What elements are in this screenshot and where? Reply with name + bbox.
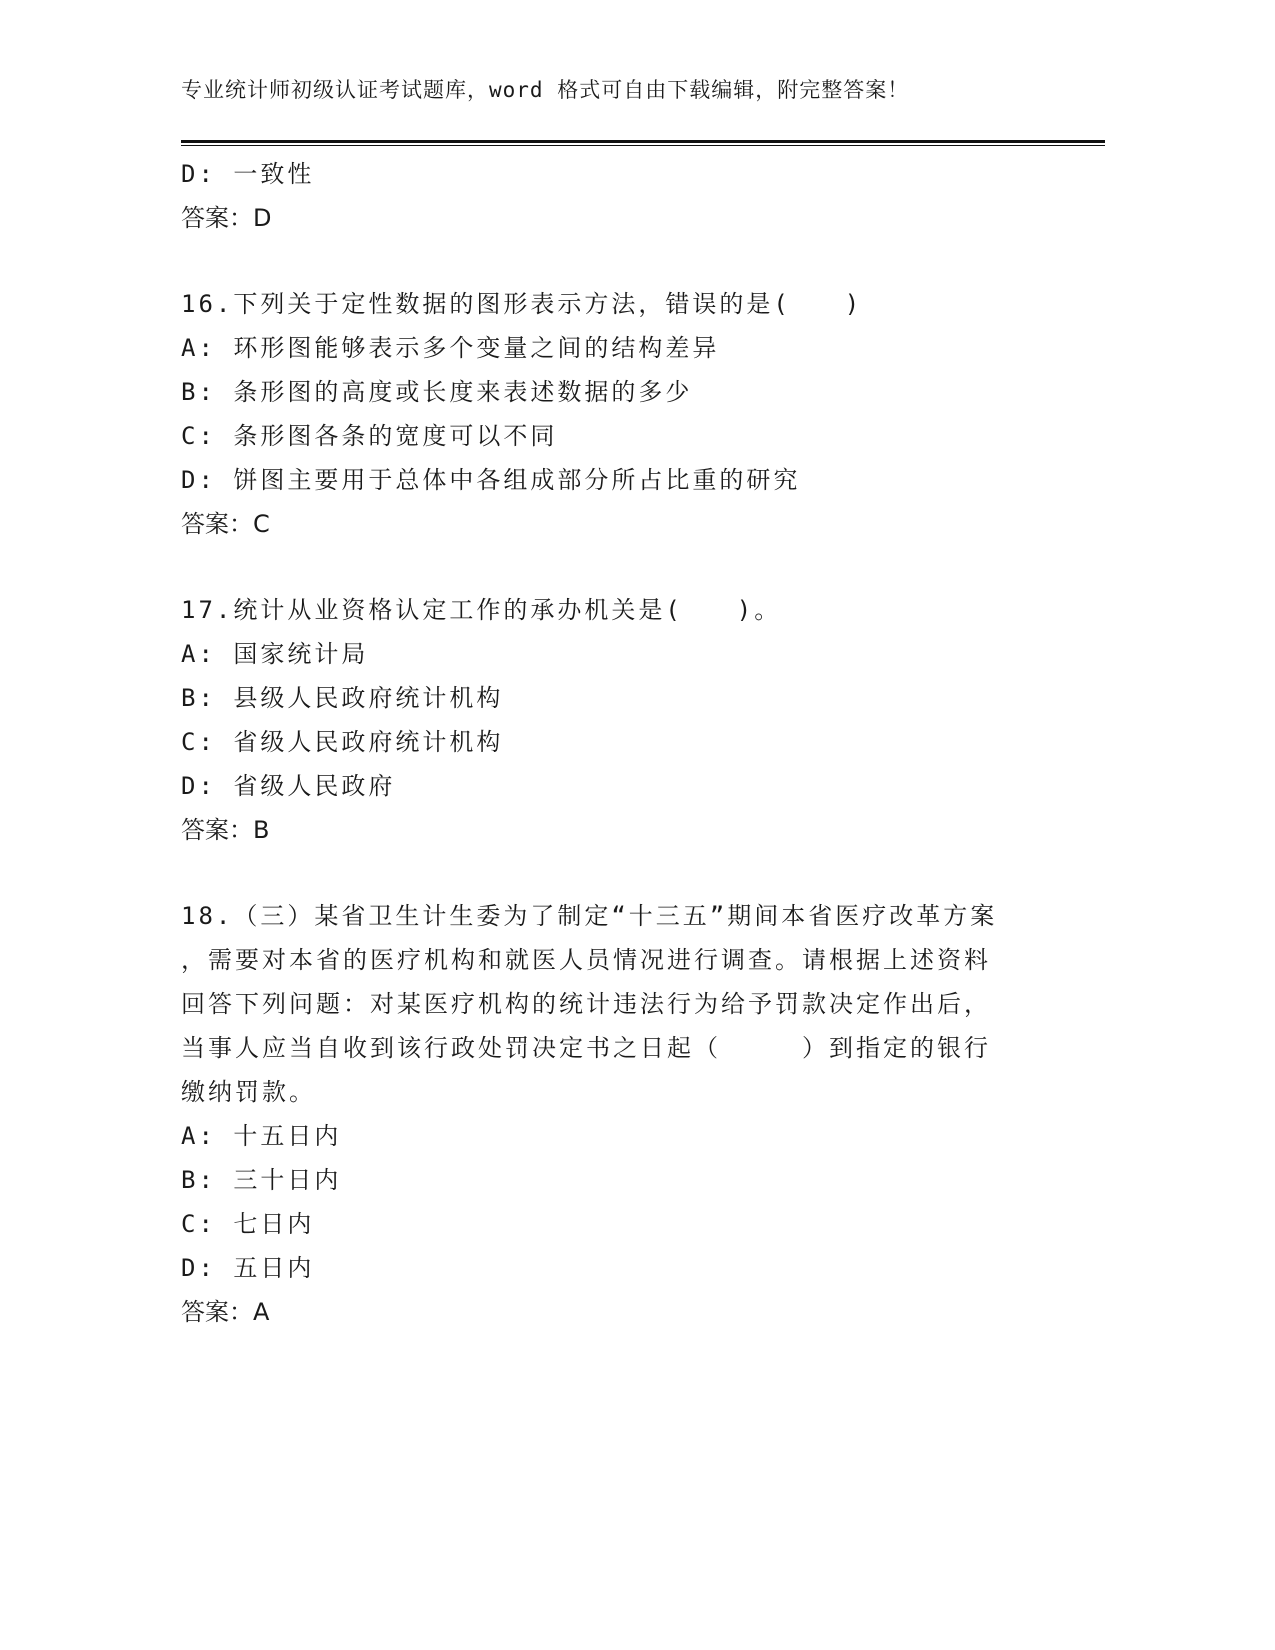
option-d: D: 省级人民政府 xyxy=(181,772,396,800)
question-16 xyxy=(181,282,1041,546)
answer-line: 答案：B xyxy=(181,816,270,844)
option-a: A: 十五日内 xyxy=(181,1122,342,1150)
question-stem: 16.下列关于定性数据的图形表示方法，错误的是( ) xyxy=(181,290,863,318)
option-c: C: 条形图各条的宽度可以不同 xyxy=(181,422,558,450)
option-d: D: 一致性 xyxy=(181,160,315,188)
question-stem-line-1: 18.（三）某省卫生计生委为了制定“十三五”期间本省医疗改革方案 xyxy=(181,902,998,930)
option-d: D: 五日内 xyxy=(181,1254,315,1282)
option-d: D: 饼图主要用于总体中各组成部分所占比重的研究 xyxy=(181,466,801,494)
option-b: B: 县级人民政府统计机构 xyxy=(181,684,504,712)
question-stem-line-4: 当事人应当自收到该行政处罚决定书之日起（ ）到指定的银行 xyxy=(181,1034,991,1062)
header-divider-thick xyxy=(181,140,1105,143)
option-c: C: 七日内 xyxy=(181,1210,315,1238)
question-stem-line-3: 回答下列问题：对某医疗机构的统计违法行为给予罚款决定作出后， xyxy=(181,990,991,1018)
question-15-tail xyxy=(181,152,1041,240)
spacer xyxy=(181,240,1041,282)
answer-line: 答案：C xyxy=(181,510,270,538)
spacer xyxy=(181,852,1041,894)
answer-line: 答案：D xyxy=(181,204,272,232)
answer-line: 答案：A xyxy=(181,1298,270,1326)
question-stem-line-5: 缴纳罚款。 xyxy=(181,1078,316,1106)
option-a: A: 国家统计局 xyxy=(181,640,369,668)
header-divider-thin xyxy=(181,145,1105,146)
option-b: B: 条形图的高度或长度来表述数据的多少 xyxy=(181,378,693,406)
page-header: 专业统计师初级认证考试题库，word 格式可自由下载编辑，附完整答案！ xyxy=(181,78,910,102)
spacer xyxy=(181,546,1041,588)
question-stem: 17.统计从业资格认定工作的承办机关是( )。 xyxy=(181,596,782,624)
question-stem-line-2: ，需要对本省的医疗机构和就医人员情况进行调查。请根据上述资料 xyxy=(181,946,991,974)
option-a: A: 环形图能够表示多个变量之间的结构差异 xyxy=(181,334,720,362)
option-b: B: 三十日内 xyxy=(181,1166,342,1194)
option-c: C: 省级人民政府统计机构 xyxy=(181,728,504,756)
document-body xyxy=(181,152,1041,1334)
question-17 xyxy=(181,588,1041,852)
question-18 xyxy=(181,894,1041,1334)
